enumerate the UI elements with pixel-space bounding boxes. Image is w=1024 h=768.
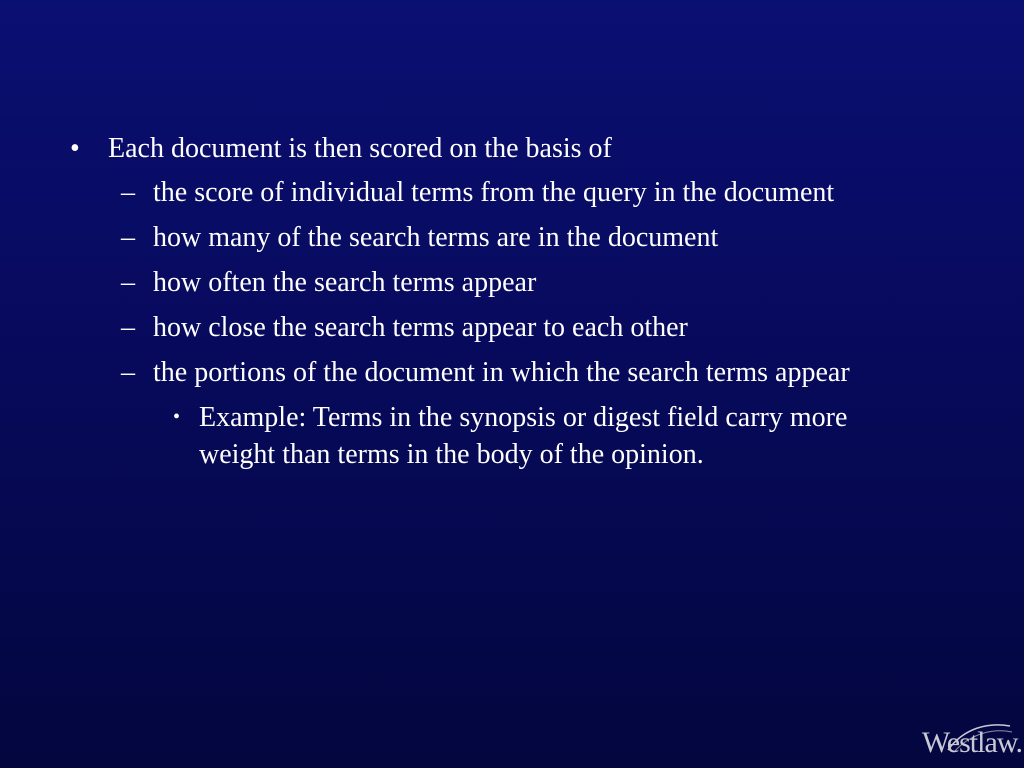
- logo-text: Westlaw.: [921, 726, 1022, 759]
- dash-marker: –: [121, 222, 135, 253]
- dash-marker: –: [121, 357, 135, 388]
- bullet-marker: •: [173, 406, 181, 428]
- dash-marker: –: [121, 267, 135, 298]
- sub-bullet-3: [121, 264, 948, 301]
- bullet-level1: [68, 130, 948, 168]
- sub-bullet-1: [121, 174, 948, 211]
- sub-bullet-text: how often the search terms appear: [153, 267, 537, 298]
- bullet-marker: •: [70, 133, 80, 164]
- sub-bullet-5: [121, 354, 948, 391]
- sub-bullet-text: the portions of the document in which the search terms appear: [153, 357, 850, 388]
- westlaw-logo: [922, 720, 1022, 766]
- sub-bullet-2: [121, 219, 948, 256]
- dash-marker: –: [121, 312, 135, 343]
- sub-bullet-text: how many of the search terms are in the document: [153, 222, 719, 253]
- example-bullet: [173, 399, 948, 473]
- bullet-text: Each document is then scored on the basis of: [108, 133, 612, 164]
- sub-bullet-4: [121, 309, 948, 346]
- sub-bullet-text: the score of individual terms from the query in the document: [153, 177, 835, 208]
- sub-bullet-text: how close the search terms appear to each other: [153, 312, 688, 343]
- dash-marker: –: [121, 177, 135, 208]
- example-text: Example: Terms in the synopsis or digest field carry more weight than terms in the body of the opinion.: [199, 402, 848, 470]
- slide-content: [68, 130, 948, 473]
